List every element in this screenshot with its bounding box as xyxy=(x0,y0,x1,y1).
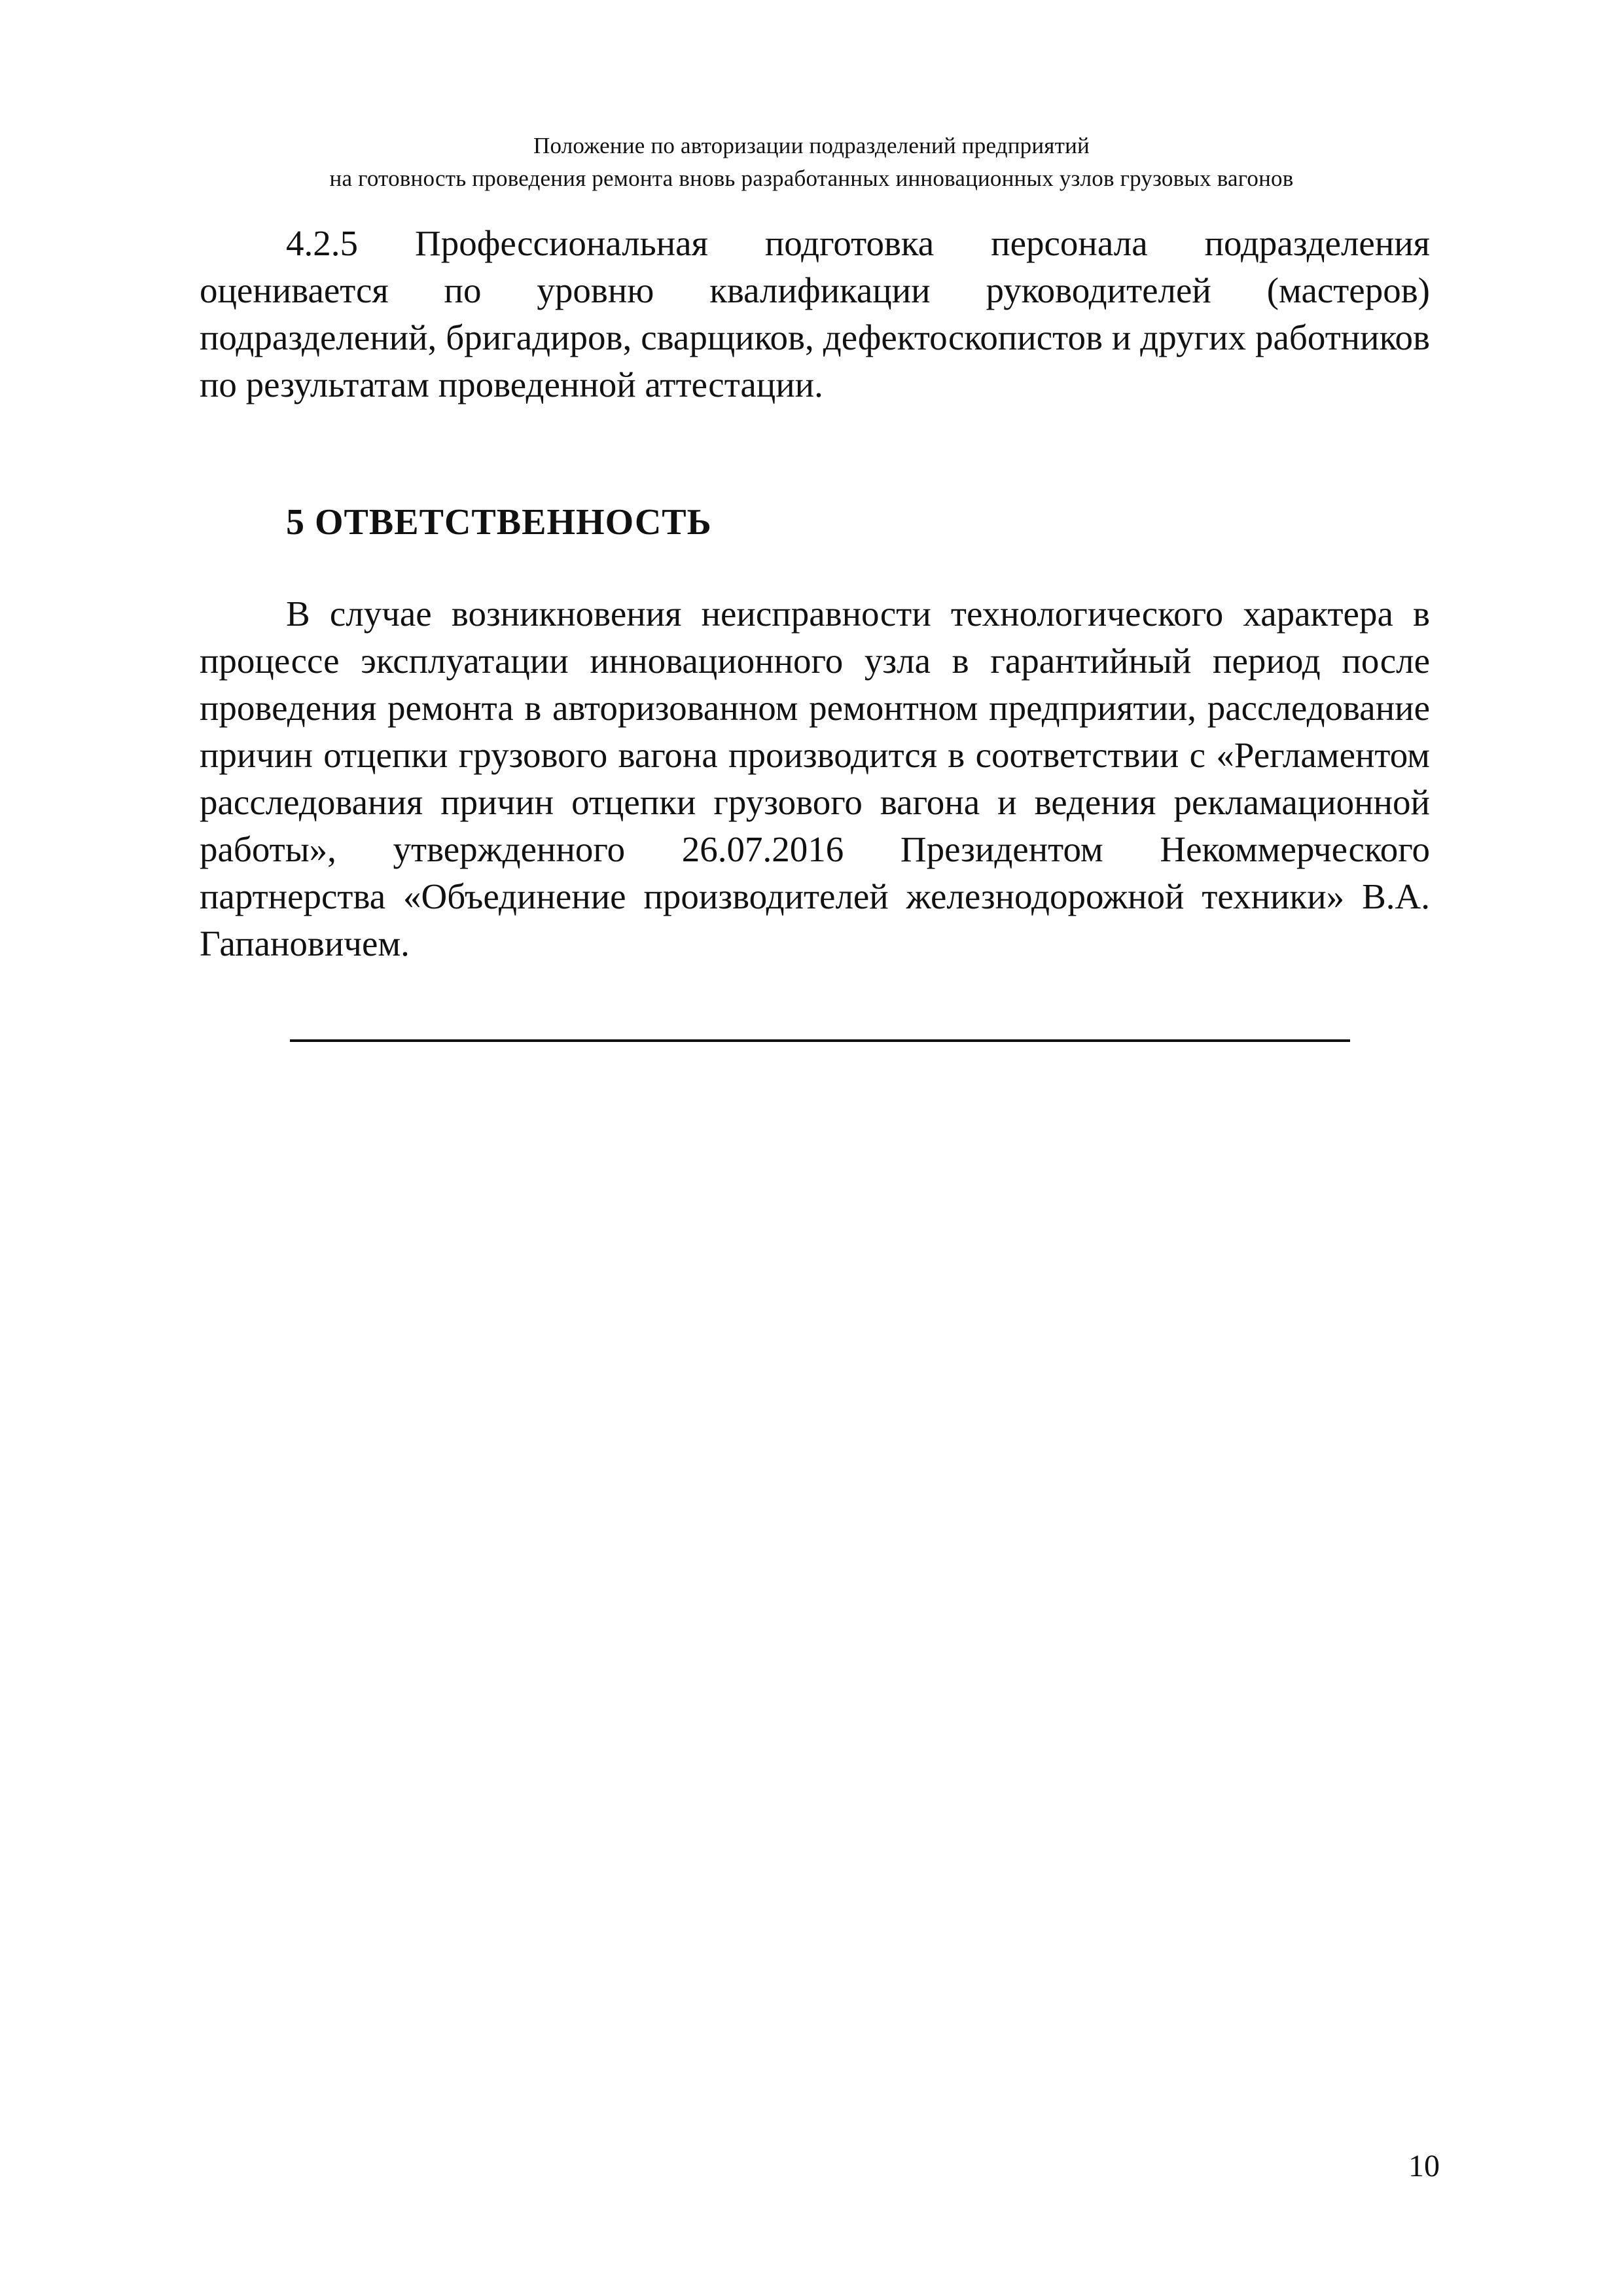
page-number: 10 xyxy=(1408,2149,1440,2183)
running-header xyxy=(196,130,1427,195)
section-5-heading: 5 ОТВЕТСТВЕННОСТЬ xyxy=(286,502,712,543)
paragraph-4-2-5: 4.2.5 Профессиональная подготовка персонала подразделения оценивается по уровню квалификации руководителей (мастеров) подразделений, бригадиров, сварщиков, дефектоскопистов и других работников по результатам проведенной аттестации. xyxy=(200,223,1430,404)
end-of-text-rule xyxy=(290,1039,1350,1042)
running-header-line-1: Положение по авторизации подразделений предприятий xyxy=(533,133,1090,158)
running-header-line-2: на готовность проведения ремонта вновь разработанных инновационных узлов грузовых вагонов xyxy=(329,166,1294,191)
section-5-paragraph: В случае возникновения неисправности технологического характера в процессе эксплуатации инновационного узла в гарантийный период после проведения ремонта в авторизованном ремонтном предприятии, расследование причин отцепки грузового вагона производится в соответствии с «Регламентом расследования причин отцепки грузового вагона и ведения рекламационной работы», утвержденного 26.07.2016 Президентом Некоммерческого партнерства «Объединение производителей железнодорожной техники» В.А. Гапановичем. xyxy=(200,594,1430,963)
